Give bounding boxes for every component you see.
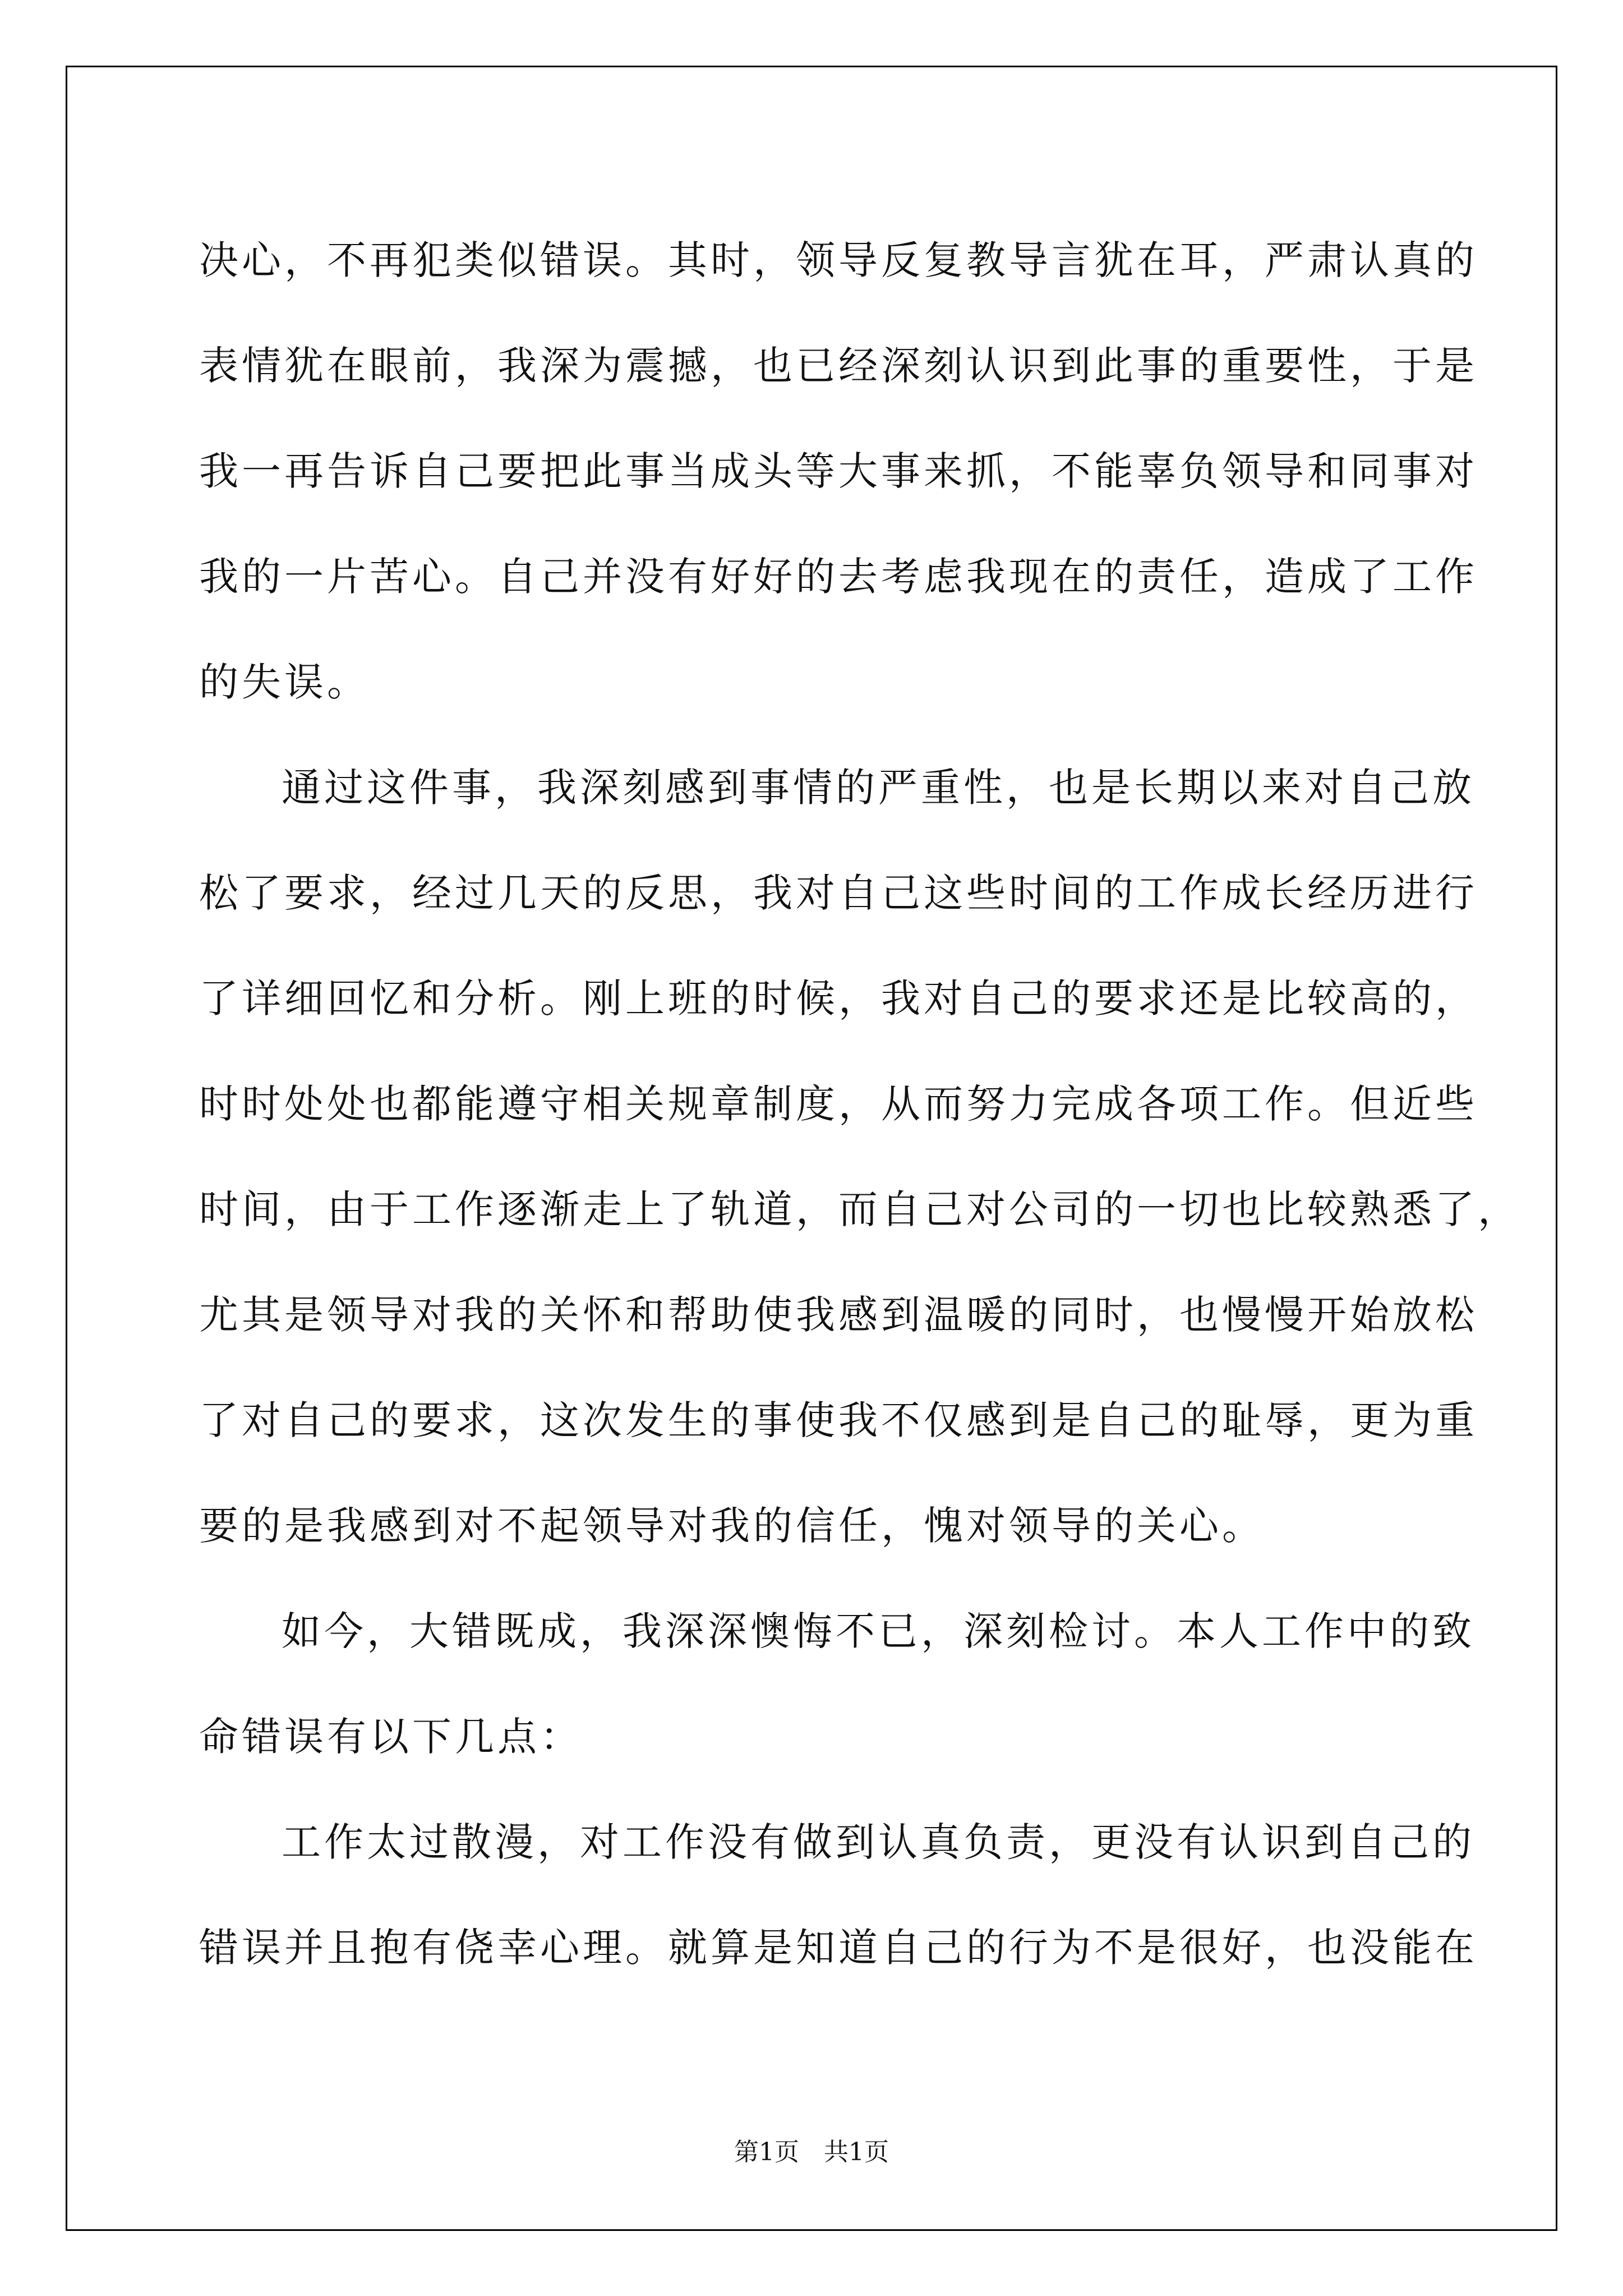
text-line: 我一再告诉自己要把此事当成头等大事来抓，不能辜负领导和同事对 (199, 448, 1478, 494)
document-body (199, 208, 1520, 2000)
text-line: 时时处处也都能遵守相关规章制度，从而努力完成各项工作。但近些 (199, 1081, 1478, 1127)
text-line: 通过这件事，我深刻感到事情的严重性，也是长期以来对自己放 (282, 765, 1475, 811)
text-line: 决心，不再犯类似错误。其时，领导反复教导言犹在耳，严肃认真的 (199, 237, 1478, 283)
text-line: 的失误。 (199, 659, 370, 705)
text-line: 如今，大错既成，我深深懊悔不已，深刻检讨。本人工作中的致 (282, 1608, 1475, 1654)
text-line: 工作太过散漫，对工作没有做到认真负责，更没有认识到自己的 (282, 1819, 1475, 1865)
page-number-current: 第1页 (734, 2138, 799, 2166)
page-footer (0, 2132, 1623, 2168)
text-line: 了详细回忆和分析。刚上班的时候，我对自己的要求还是比较高的， (199, 976, 1478, 1022)
text-line: 要的是我感到对不起领导对我的信任，愧对领导的关心。 (199, 1503, 1265, 1549)
text-line: 时间，由于工作逐渐走上了轨道，而自己对公司的一切也比较熟悉了， (199, 1186, 1520, 1232)
text-line: 我的一片苦心。自己并没有好好的去考虑我现在的责任，造成了工作 (199, 554, 1478, 600)
page-number-total: 共1页 (824, 2138, 889, 2166)
text-line: 尤其是领导对我的关怀和帮助使我感到温暖的同时，也慢慢开始放松 (199, 1292, 1478, 1338)
text-line: 了对自己的要求，这次发生的事使我不仅感到是自己的耻辱，更为重 (199, 1397, 1478, 1443)
text-line: 表情犹在眼前，我深为震撼，也已经深刻认识到此事的重要性，于是 (199, 343, 1478, 389)
text-line: 命错误有以下几点： (199, 1714, 583, 1760)
text-line: 松了要求，经过几天的反思，我对自己这些时间的工作成长经历进行 (199, 870, 1478, 916)
text-line: 错误并且抱有侥幸心理。就算是知道自己的行为不是很好，也没能在 (199, 1925, 1478, 1971)
